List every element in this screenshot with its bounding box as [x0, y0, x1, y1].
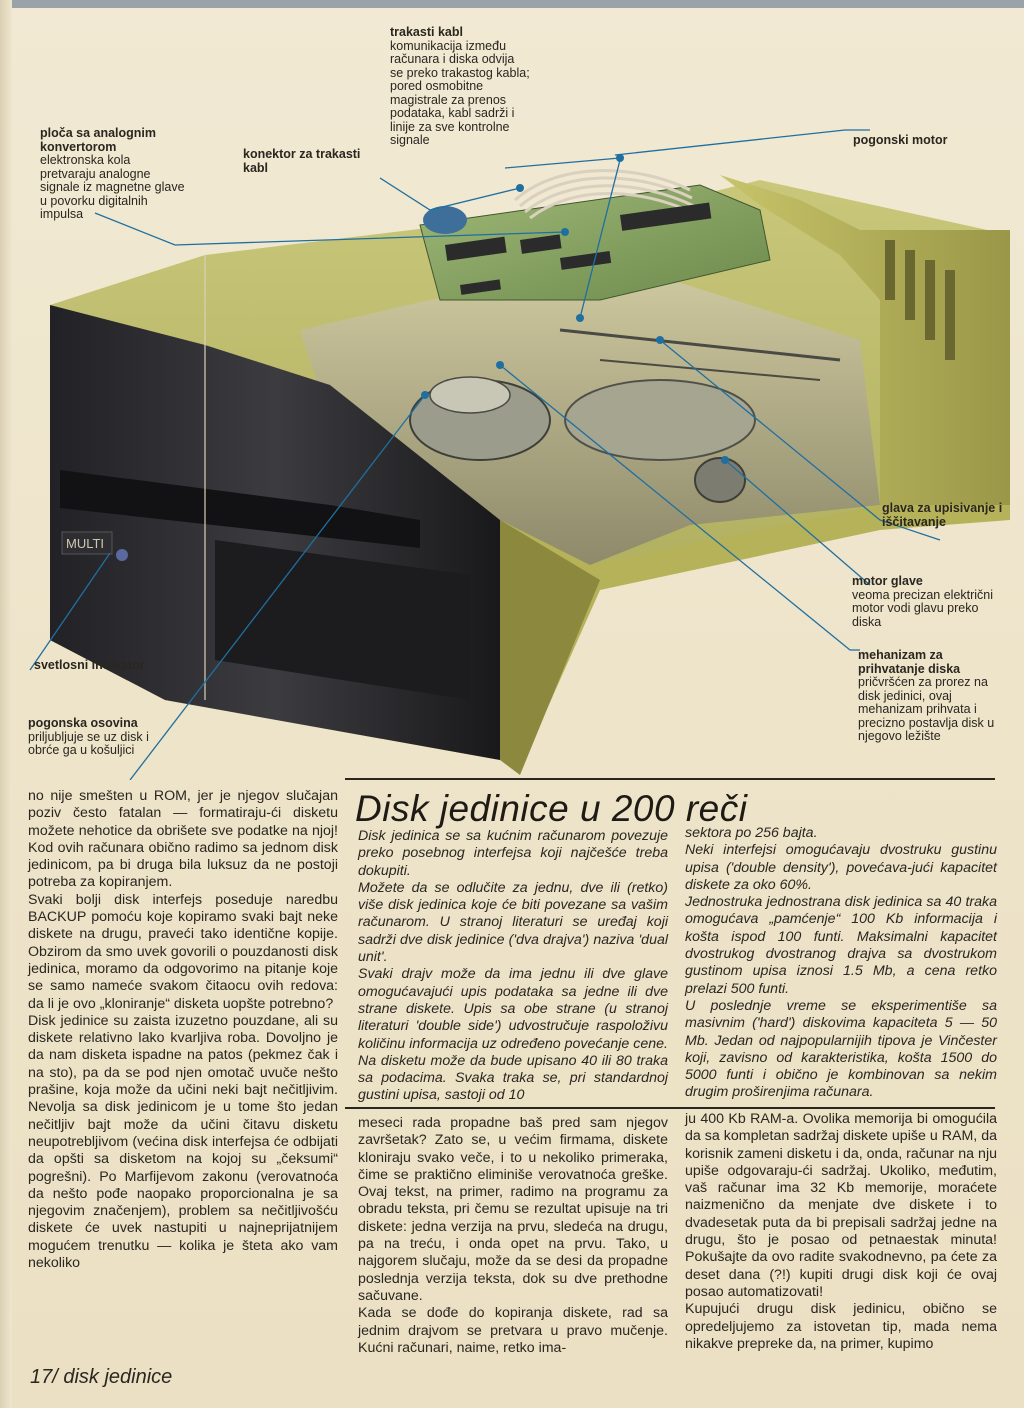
indicator-light [116, 549, 128, 561]
callout-title: motor glave [852, 574, 923, 588]
page-folio: 17/ disk jedinice [30, 1366, 173, 1388]
middle-column: meseci rada propadne baš pred sam njegov završetak? Zato se, u većim firmama, diskete kloniraju svako veče, i to u nekoliko primeraka, čime se praktično eliminiše verovatnoća greške. Ovaj tekst, na primer, radimo na programu za obradu teksta, pri čemu se rezultat upisuje na tri diskete: jedna verzija na prvu, sledeća na drugu, pa na treću, i onda opet na prvu. Tako, u najgorem slučaju, može da se desi da propadne poslednja verzija teksta, dok su dve prethodne sačuvane. Kada se dođe do kopiranja diskete, rad sa jednim drajvom se pretvara u pravo mučenje. Kućni računari, naime, retko ima- [358, 1115, 668, 1356]
callout-konektor [243, 148, 378, 175]
right-column: ju 400 Kb RAM-a. Ovolika memorija bi omogućila da sa kompletan sadržaj diskete upiše u RAM, da korisnik zameni disketu i da, onda, računar na nju upiše odgovaraju-ći sadržaj. Ukoliko, međutim, vaš računar ima 32 Kb memorije, moraćete naizmenično da menjate dve diskete i to dvadesetak puta da bi prepisali sadržaj jedne na drugu, što je posao od petnaestak minuta! Pokušajte da ovo radite svakodnevno, pa ćete za deset dana (?!) kupiti drugi disk koji će ovaj posao automatizovati! Kupujući drugu disk jedinicu, obično se opredeljujemo za istovetan tip, mada nema nikakve prepreke da, na primer, kupimo [685, 1111, 997, 1352]
head-motor [695, 458, 745, 502]
box-column-2: sektora po 256 bajta. Neki interfejsi omogućavaju dvostruku gustinu upisa ('double density'), povećava-jući kapacitet diskete za oko 60%. Jednostruka jednostrana disk jedinica sa 40 traka omogućava „pamćenje“ 100 Kb informacija i košta ispod 100 funti. Maksimalni kapacitet dvostrukog dvostranog drajva sa dvostrukom gustinom upisa iznosi 1.5 Mb, a cena retko prelazi 500 funti. U poslednje vreme se eksperimentiše sa masivnim ('hard') diskovima kapaciteta 5 — 50 Mb. Jedan od najpopularnijih tipova je Vinčester koji, zavisno od karakteristika, košta 1500 do 5000 funti i obično je kombinovan sa nekim drugim proširenjima računara. [685, 825, 997, 1101]
callout-text: veoma precizan električni motor vodi glavu preko diska [852, 587, 994, 629]
callout-title: ploča sa analognim konvertorom [40, 126, 157, 154]
box-column-1: Disk jedinica se sa kućnim računarom povezuje preko posebnog interfejsa koji najčešće treba dokupiti. Možete da se odlučite za jednu, dve ili (retko) više disk jedinica koje će biti povezane sa vašim računarom. U stranoj literaturi se uređaj koji sadrži dve disk jedinice ('dva drajva') naziva 'dual unit'. Svaki drajv može da ima jednu ili dve glave omogućavajući upis podataka sa jedne ili dve strane diskete. Upis sa obe strane (u stranoj literaturi 'double side') udvostručuje raspoloživu količinu informacija uz određeno povećanje cene. Na disketu može da bude upisano 40 ili 80 traka sa podacima. Svaka traka se, pri standardnoj gustini upisa, sastoji od 10 [358, 828, 668, 1104]
callout-svetlosni [34, 659, 194, 673]
title-rule-top [345, 778, 995, 780]
callout-title: trakasti kabl [390, 25, 463, 39]
callout-motor-glave [852, 575, 1002, 629]
callout-title: pogonski motor [853, 133, 948, 147]
callout-pogonska [28, 717, 153, 758]
box-rule-bottom [345, 1107, 995, 1109]
callout-title: svetlosni indikator [34, 658, 145, 672]
callout-pogonski-motor [853, 134, 1003, 148]
callout-title: konektor za trakasti kabl [243, 147, 361, 175]
callout-text: komunikacija između računara i diska odvija se preko trakastog kabla; pored osmobitne magistrale za prenos podataka, kabl sadrži i linije za sve kontrolne signale [390, 38, 530, 147]
article-title: Disk jedinice u 200 reči [355, 788, 748, 829]
head-carriage [565, 380, 755, 460]
callout-glava [882, 502, 1017, 529]
left-column: no nije smešten u ROM, jer je njegov slučajan poziv često fatalan — formatiraju-ći disketu možete nehotice da obrišete sve podatke na njoj! Kod ovih računara obično radimo sa jednom disk jedinicom, pa bi druga bila luksuz da ne postoji potreba za kopiranjem. Svaki bolji disk interfejs poseduje naredbu BACKUP pomoću koje kopiramo svaki bajt neke diskete na drugu, praveći tako identične kopije. Obzirom da smo uvek govorili o pouzdanosti disk jedinica, moramo da odgovorimo na pitanje koje se samo nameće svakom čitaocu ovih redova: da li je ovo „kloniranje“ disketa uopšte potrebno? Disk jedinice su zaista izuzetno pouzdane, ali su diskete relativno lako kvarljiva roba. Dovoljno je da nam disketa ispadne na patos (pekmez čak i na sto), pa da se pod njen omotač uvuče nešto prašine, koja može da učini neki bajt nečitljivim. Nevolja sa disk jedinicom je u tome što jedan nečitljiv bajt može da učini čitavu disketu neupotrebljivom (većina disk interfejsa će odbijati da opšti sa disketom na kojoj su „čeksumi“ pogrešni). Po Marfijevom zakonu (verovatnoća da nešto pođe naopako proporcionalna je sa njegovim značenjem), problem sa nečitljivošću diskete će uvek nastupiti u najneprijatnijem mogućem trenutku — kolika je šteta ako vam nekoliko [28, 788, 338, 1272]
callout-mehanizam [858, 649, 998, 744]
callout-title: glava za upisivanje i iščitavanje [882, 501, 1003, 529]
callout-title: mehanizam za prihvatanje diska [858, 648, 961, 676]
callout-title: pogonska osovina [28, 716, 138, 730]
callout-ploca [40, 127, 185, 222]
callout-trakasti [390, 26, 530, 148]
callout-text: pričvršćen za prorez na disk jedinici, ovaj mehanizam prihvata i precizno postavlja disk u njegovo ležište [858, 675, 995, 743]
callout-text: elektronska kola pretvaraju analogne signale iz magnetne glave u povorku digitalnih impulsa [40, 153, 185, 221]
callout-text: priljubljuje se uz disk i obrće ga u košuljici [28, 729, 149, 757]
drive-label-text: MULTI [66, 536, 105, 551]
